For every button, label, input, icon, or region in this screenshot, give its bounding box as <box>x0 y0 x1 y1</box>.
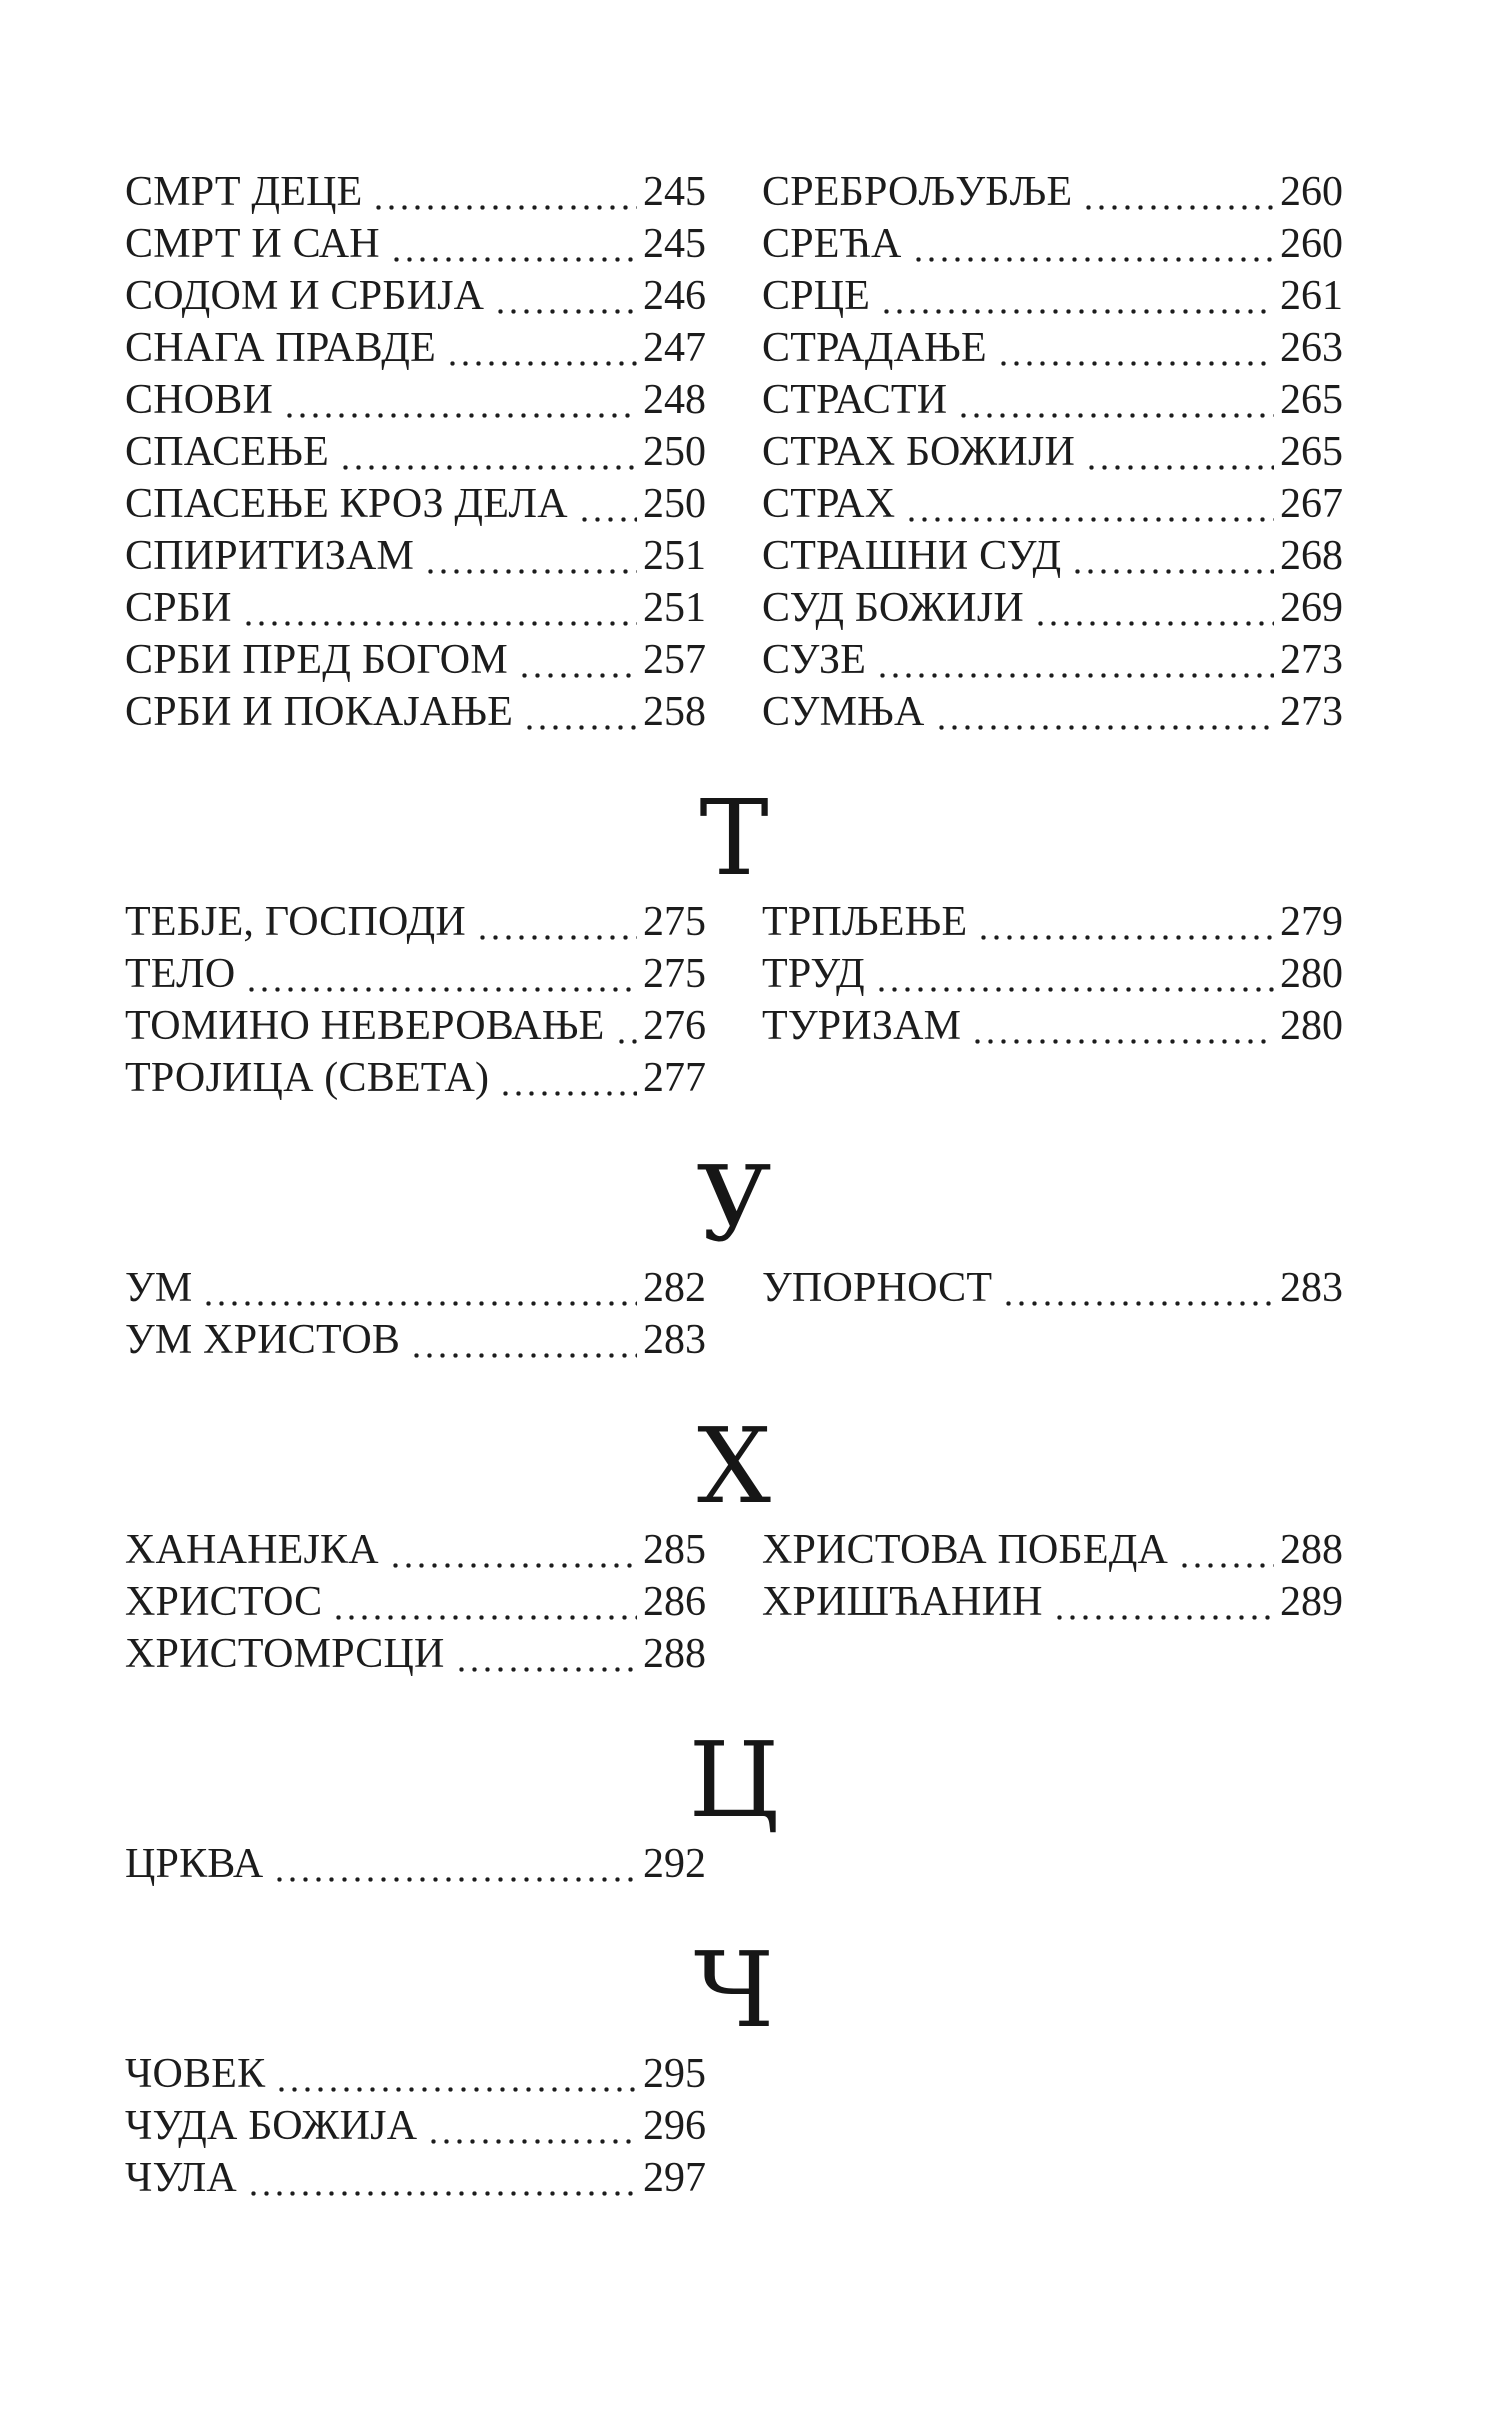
toc-entry <box>762 634 1343 686</box>
toc-entry-page-number: 280 <box>1280 1003 1343 1049</box>
section-initial-c: Ц <box>688 1719 780 1841</box>
toc-entry-page-number: 251 <box>643 533 706 579</box>
toc-entry-label: ХАНАНЕЈКА <box>125 1527 379 1573</box>
toc-entry <box>762 948 1343 1000</box>
toc-entry-label: ХРИСТОМРСЦИ <box>125 1631 445 1677</box>
toc-entry <box>762 1524 1343 1576</box>
toc-entry-label: СРБИ И ПОКАЈАЊЕ <box>125 689 514 735</box>
toc-entry-page-number: 277 <box>643 1055 706 1101</box>
toc-entry-page-number: 248 <box>643 377 706 423</box>
toc-entry <box>762 686 1343 738</box>
toc-entry <box>762 218 1343 270</box>
toc-entry <box>125 2048 706 2100</box>
toc-entry <box>762 896 1343 948</box>
toc-entry-label: ЦРКВА <box>125 1841 264 1887</box>
toc-column-left <box>125 1524 706 1680</box>
toc-entry-label: СУЗЕ <box>762 637 867 683</box>
dot-leader <box>283 374 637 426</box>
toc-entry-label: СТРАСТИ <box>762 377 948 423</box>
toc-columns <box>125 2048 1343 2204</box>
dot-leader <box>1178 1524 1274 1576</box>
dot-leader <box>332 1576 637 1628</box>
toc-column-left <box>125 166 706 738</box>
dot-leader <box>494 270 637 322</box>
section-initial-wrap <box>125 1719 1343 1841</box>
toc-entry-page-number: 288 <box>1280 1527 1343 1573</box>
toc-column-right <box>762 1524 1343 1680</box>
toc-entry-page-number: 296 <box>643 2103 706 2149</box>
dot-leader <box>424 530 637 582</box>
dot-leader <box>1034 582 1274 634</box>
toc-entry-page-number: 275 <box>643 899 706 945</box>
dot-leader <box>905 478 1274 530</box>
dot-leader <box>476 896 637 948</box>
toc-entry-label: СТРАШНИ СУД <box>762 533 1062 579</box>
toc-entry-label: СМРТ И САН <box>125 221 380 267</box>
toc-entry <box>762 166 1343 218</box>
toc-entry-label: ТОМИНО НЕВЕРОВАЊЕ <box>125 1003 605 1049</box>
toc-entry-label: ТЕЛО <box>125 951 236 997</box>
toc-entry-label: СНОВИ <box>125 377 274 423</box>
toc-columns <box>125 1262 1343 1366</box>
dot-leader <box>372 166 637 218</box>
toc-entry-label: СУМЊА <box>762 689 925 735</box>
toc-entry-page-number: 279 <box>1280 899 1343 945</box>
dot-leader <box>455 1628 637 1680</box>
toc-entry <box>125 686 706 738</box>
section-initial-u: У <box>696 1143 772 1265</box>
dot-leader <box>389 1524 637 1576</box>
toc-entry-page-number: 251 <box>643 585 706 631</box>
toc-entry-label: ХРИСТОВА ПОБЕДА <box>762 1527 1169 1573</box>
toc-section-c <box>125 1719 1343 1890</box>
toc-entry <box>762 1000 1343 1052</box>
toc-entry-label: ТУРИЗАМ <box>762 1003 962 1049</box>
toc-entry <box>762 426 1343 478</box>
toc-entry-label: ТРУД <box>762 951 865 997</box>
toc-entry-label: СПИРИТИЗАМ <box>125 533 415 579</box>
toc-entry <box>125 896 706 948</box>
dot-leader <box>247 2152 637 2204</box>
toc-entry-page-number: 280 <box>1280 951 1343 997</box>
toc-entry-label: СРЦЕ <box>762 273 871 319</box>
toc-entry-page-number: 295 <box>643 2051 706 2097</box>
section-initial-wrap <box>125 777 1343 899</box>
dot-leader <box>339 426 637 478</box>
toc-column-right <box>762 2048 1343 2204</box>
toc-entry-label: ХРИСТОС <box>125 1579 323 1625</box>
toc-entry-page-number: 273 <box>1280 637 1343 683</box>
toc-entry <box>125 582 706 634</box>
toc-entry <box>762 478 1343 530</box>
toc-section-h <box>125 1405 1343 1680</box>
toc-entry-page-number: 261 <box>1280 273 1343 319</box>
toc-section-u <box>125 1143 1343 1366</box>
dot-leader <box>245 948 637 1000</box>
toc-entry-page-number: 276 <box>643 1003 706 1049</box>
toc-entry-page-number: 275 <box>643 951 706 997</box>
toc-entry <box>762 1262 1343 1314</box>
section-initial-wrap <box>125 1143 1343 1265</box>
dot-leader <box>275 2048 637 2100</box>
toc-entry <box>762 374 1343 426</box>
toc-entry-label: СМРТ ДЕЦЕ <box>125 169 363 215</box>
toc-entry <box>762 322 1343 374</box>
dot-leader <box>875 948 1274 1000</box>
toc-entry-label: СПАСЕЊЕ КРОЗ ДЕЛА <box>125 481 568 527</box>
toc-entry <box>762 1576 1343 1628</box>
toc-entry-label: ТРОЈИЦА (СВЕТА) <box>125 1055 490 1101</box>
toc-entry <box>762 530 1343 582</box>
dot-leader <box>1085 426 1274 478</box>
toc-entry-page-number: 288 <box>643 1631 706 1677</box>
toc-column-right <box>762 166 1343 738</box>
toc-entry <box>125 2100 706 2152</box>
dot-leader <box>615 1000 637 1052</box>
toc-entry <box>125 374 706 426</box>
toc-entry-page-number: 268 <box>1280 533 1343 579</box>
toc-entry-label: СТРАДАЊЕ <box>762 325 987 371</box>
toc-entry-page-number: 285 <box>643 1527 706 1573</box>
toc-column-right <box>762 1262 1343 1366</box>
toc-entry-page-number: 260 <box>1280 221 1343 267</box>
toc-entry-label: ЧУДА БОЖИЈА <box>125 2103 418 2149</box>
toc-entry <box>125 1314 706 1366</box>
toc-entry-page-number: 245 <box>643 221 706 267</box>
dot-leader <box>957 374 1274 426</box>
dot-leader <box>1002 1262 1274 1314</box>
dot-leader <box>876 634 1274 686</box>
toc-section-ch <box>125 1929 1343 2204</box>
toc-entry-page-number: 267 <box>1280 481 1343 527</box>
dot-leader <box>1082 166 1274 218</box>
toc-entry <box>125 1576 706 1628</box>
toc-entry-page-number: 260 <box>1280 169 1343 215</box>
toc-entry-label: СОДОМ И СРБИЈА <box>125 273 485 319</box>
toc-section-t <box>125 777 1343 1104</box>
dot-leader <box>242 582 637 634</box>
toc-entry-page-number: 292 <box>643 1841 706 1887</box>
toc-entry <box>125 1052 706 1104</box>
toc-entry-label: СПАСЕЊЕ <box>125 429 329 475</box>
dot-leader <box>578 478 637 530</box>
toc-entry-label: СТРАХ <box>762 481 896 527</box>
toc-entry-label: СНАГА ПРАВДЕ <box>125 325 436 371</box>
section-initial-wrap <box>125 1405 1343 1527</box>
section-initial-ch: Ч <box>693 1929 775 2051</box>
toc-column-right <box>762 1838 1343 1890</box>
dot-leader <box>446 322 637 374</box>
toc-columns <box>125 896 1343 1104</box>
dot-leader <box>1053 1576 1274 1628</box>
toc-entry-page-number: 273 <box>1280 689 1343 735</box>
toc-entry-label: УМ <box>125 1265 193 1311</box>
dot-leader <box>273 1838 637 1890</box>
toc-entry-page-number: 250 <box>643 429 706 475</box>
toc-column-left <box>125 1838 706 1890</box>
dot-leader <box>1071 530 1274 582</box>
toc-entry-label: ЧУЛА <box>125 2155 237 2201</box>
dot-leader <box>390 218 637 270</box>
toc-columns <box>125 1524 1343 1680</box>
toc-section-s <box>125 166 1343 738</box>
dot-leader <box>499 1052 637 1104</box>
toc-column-left <box>125 1262 706 1366</box>
toc-entry-label: СРБИ <box>125 585 232 631</box>
toc-entry <box>125 2152 706 2204</box>
section-initial-wrap <box>125 1929 1343 2051</box>
toc-entry-label: ЧОВЕК <box>125 2051 266 2097</box>
dot-leader <box>971 1000 1274 1052</box>
toc-entry-page-number: 263 <box>1280 325 1343 371</box>
dot-leader <box>912 218 1275 270</box>
dot-leader <box>427 2100 637 2152</box>
toc-entry-label: ТРПЉЕЊЕ <box>762 899 968 945</box>
toc-entry-label: СРБИ ПРЕД БОГОМ <box>125 637 508 683</box>
toc-entry <box>125 270 706 322</box>
dot-leader <box>977 896 1274 948</box>
toc-entry-page-number: 265 <box>1280 377 1343 423</box>
toc-entry <box>762 270 1343 322</box>
dot-leader <box>518 634 637 686</box>
toc-entry-page-number: 282 <box>643 1265 706 1311</box>
toc-column-left <box>125 2048 706 2204</box>
toc-entry-page-number: 269 <box>1280 585 1343 631</box>
toc-entry-page-number: 289 <box>1280 1579 1343 1625</box>
toc-entry-page-number: 283 <box>643 1317 706 1363</box>
dot-leader <box>935 686 1275 738</box>
toc-entry-label: ТЕБЈЕ, ГОСПОДИ <box>125 899 466 945</box>
toc-column-left <box>125 896 706 1104</box>
dot-leader <box>997 322 1274 374</box>
toc-entry-page-number: 250 <box>643 481 706 527</box>
toc-entry <box>125 322 706 374</box>
toc-entry <box>125 478 706 530</box>
toc-entry <box>125 166 706 218</box>
toc-entry-page-number: 245 <box>643 169 706 215</box>
dot-leader <box>880 270 1274 322</box>
toc-columns <box>125 1838 1343 1890</box>
toc-column-right <box>762 896 1343 1104</box>
toc-entry-page-number: 258 <box>643 689 706 735</box>
toc-entry <box>125 426 706 478</box>
toc-entry-page-number: 247 <box>643 325 706 371</box>
dot-leader <box>202 1262 637 1314</box>
toc-entry <box>125 1524 706 1576</box>
toc-entry-page-number: 283 <box>1280 1265 1343 1311</box>
toc-entry <box>125 1838 706 1890</box>
toc-entry-label: ХРИШЋАНИН <box>762 1579 1043 1625</box>
toc-entry-label: УМ ХРИСТОВ <box>125 1317 401 1363</box>
toc-entry <box>125 218 706 270</box>
toc-entry-label: УПОРНОСТ <box>762 1265 993 1311</box>
toc-entry-label: СРЕЋА <box>762 221 902 267</box>
toc-entry <box>762 582 1343 634</box>
dot-leader <box>523 686 637 738</box>
dot-leader <box>410 1314 637 1366</box>
toc-entry-page-number: 265 <box>1280 429 1343 475</box>
toc-entry-page-number: 297 <box>643 2155 706 2201</box>
toc-entry-page-number: 246 <box>643 273 706 319</box>
toc-entry <box>125 1000 706 1052</box>
toc-entry-page-number: 286 <box>643 1579 706 1625</box>
toc-entry <box>125 948 706 1000</box>
toc-entry-label: СРЕБРОЉУБЉЕ <box>762 169 1073 215</box>
section-initial-h: Х <box>696 1405 772 1527</box>
section-initial-t: Т <box>699 777 769 899</box>
toc-entry <box>125 530 706 582</box>
toc-entry <box>125 1628 706 1680</box>
toc-entry-label: СУД БОЖИЈИ <box>762 585 1024 631</box>
toc-entry-label: СТРАХ БОЖИЈИ <box>762 429 1075 475</box>
toc-entry-page-number: 257 <box>643 637 706 683</box>
toc-columns <box>125 166 1343 738</box>
toc-entry <box>125 634 706 686</box>
toc-entry <box>125 1262 706 1314</box>
